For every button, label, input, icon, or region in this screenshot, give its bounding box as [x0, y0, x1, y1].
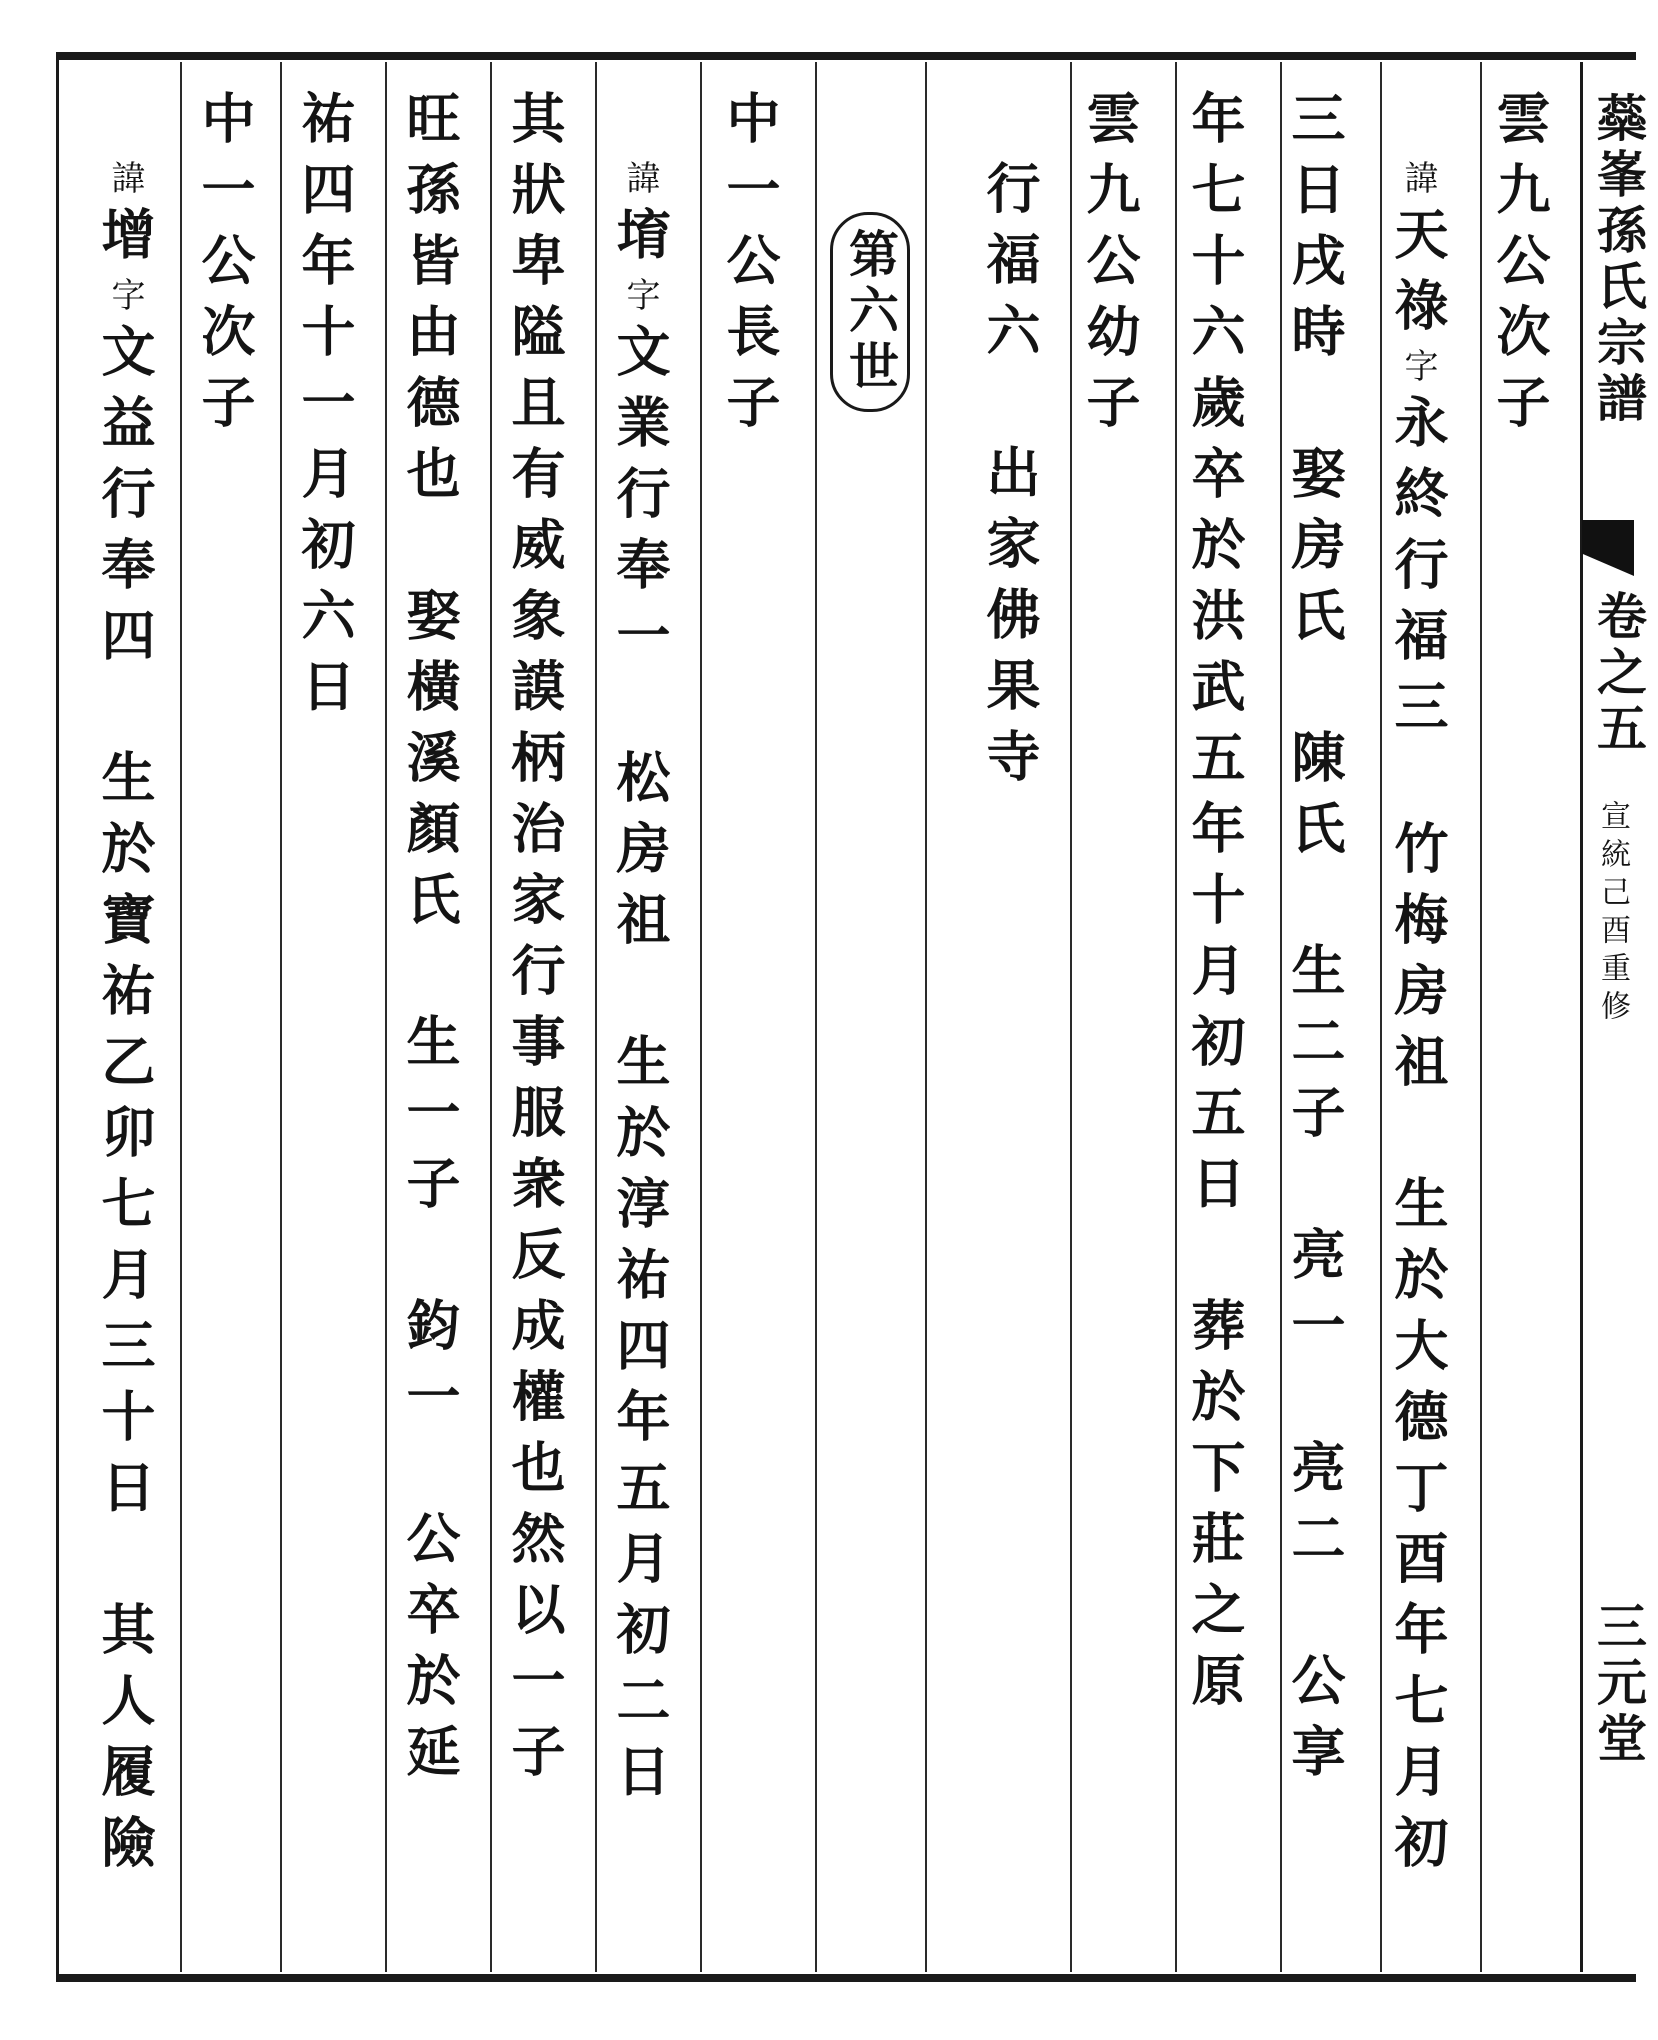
column-rule — [385, 62, 387, 1972]
taboo-name-marker: 諱 — [620, 160, 660, 206]
column-rule — [700, 62, 702, 1972]
spine-title: 蘂峯孫氏宗譜 — [1589, 92, 1648, 428]
courtesy-name-marker: 字 — [105, 277, 145, 323]
column-rule — [925, 62, 927, 1972]
entry-line: 祐四年十一月初六日 — [293, 90, 357, 729]
entry-heading: 中一公長子 — [718, 90, 782, 445]
taboo-name-marker: 諱 — [105, 160, 145, 206]
entry-text: 文業行奉一 松房祖 生於淳祐四年五月初二日 — [608, 323, 672, 1814]
entry-line: 三日戌時 娶房氏 陳氏 生二子 亮一 亮二 公享 — [1283, 90, 1347, 1794]
column-rule — [490, 62, 492, 1972]
taboo-name-marker: 諱 — [1398, 160, 1438, 206]
column-rule — [595, 62, 597, 1972]
spine-hall-name: 三元堂 — [1589, 1600, 1648, 1768]
entry-line: 旺孫皆由德也 娶橫溪顏氏 生一子 鈞一 公卒於延 — [398, 90, 462, 1794]
entry-heading: 中一公次子 — [193, 90, 257, 445]
column-rule — [180, 62, 182, 1972]
entry-text: 文益行奉四 生於寶祐乙卯七月三十日 其人履險 — [93, 323, 157, 1885]
entry-line: 行福六 出家佛果寺 — [978, 160, 1042, 799]
entry-line — [610, 160, 670, 2040]
spine-edition-note: 宣統己酉重修 — [1595, 800, 1630, 1028]
entry-line — [95, 160, 155, 2040]
column-rule — [1070, 62, 1072, 1972]
column-rule — [1380, 62, 1382, 1972]
entry-heading: 雲九公次子 — [1488, 90, 1552, 445]
column-rule — [815, 62, 817, 1972]
entry-line: 其狀卑隘且有威象謨柄治家行事服衆反成權也然以一子 — [503, 90, 567, 1794]
entry-text: 永終行福三 竹梅房祖 生於大德丁酉年七月初 — [1386, 394, 1450, 1885]
generation-badge: 第六世 — [830, 212, 910, 412]
entry-line — [1388, 160, 1448, 2040]
column-rule — [1175, 62, 1177, 1972]
personal-name: 堉 — [608, 206, 672, 277]
personal-name: 天祿 — [1386, 206, 1450, 348]
spine-volume: 卷之五 — [1589, 590, 1648, 758]
courtesy-name-marker: 字 — [620, 277, 660, 323]
personal-name: 增 — [93, 206, 157, 277]
column-rule — [1280, 62, 1282, 1972]
courtesy-name-marker: 字 — [1398, 348, 1438, 394]
entry-heading: 雲九公幼子 — [1078, 90, 1142, 445]
column-rule — [280, 62, 282, 1972]
entry-line: 年七十六歲卒於洪武五年十月初五日 葬於下莊之原 — [1183, 90, 1247, 1723]
column-rule — [1480, 62, 1482, 1972]
